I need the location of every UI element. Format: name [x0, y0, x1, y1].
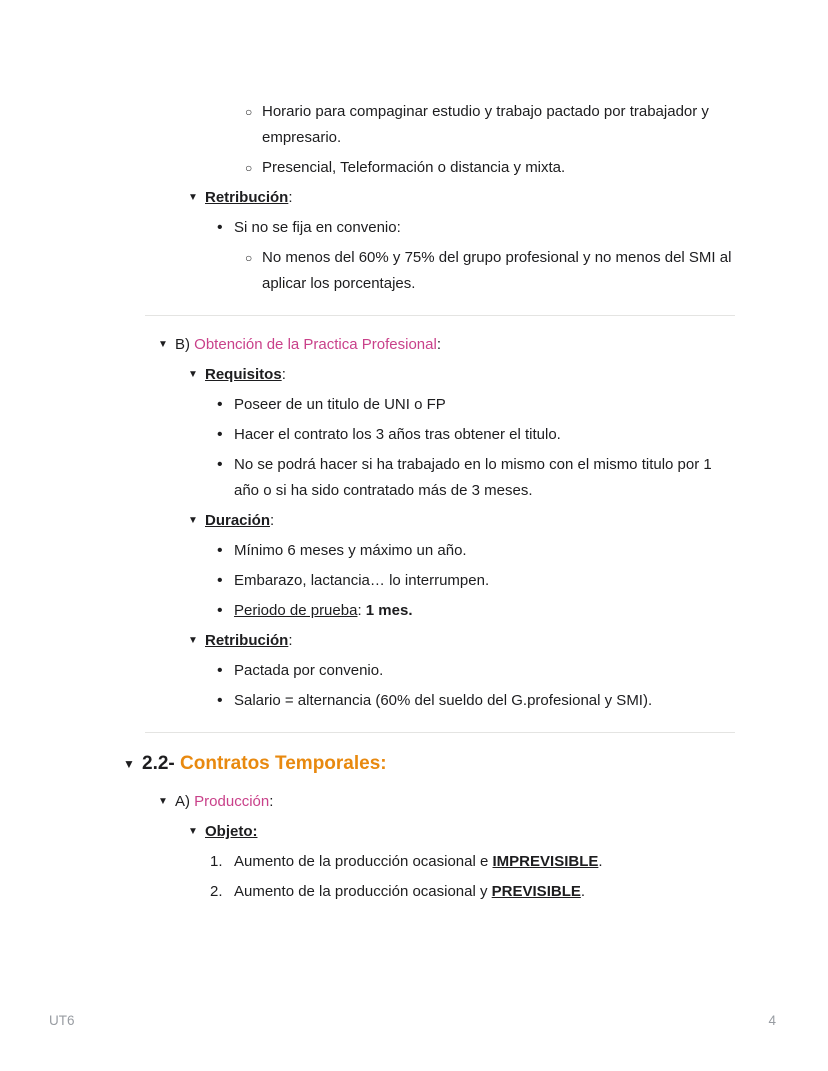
disc-bullet-icon: •: [217, 602, 223, 619]
list-item-text: Si no se fija en convenio:: [234, 219, 401, 236]
disc-bullet-icon: •: [217, 219, 223, 236]
item-text-post: .: [598, 853, 603, 870]
page-footer: [0, 1013, 828, 1031]
item-text-pre: Aumento de la producción ocasional y: [234, 883, 492, 900]
heading-text: [205, 628, 735, 654]
toggle-triangle-icon[interactable]: ▼: [123, 757, 135, 771]
circle-bullet-icon: ○: [245, 161, 253, 175]
prueba-label: Periodo de prueba: [234, 602, 358, 619]
heading-colon: :: [270, 512, 275, 529]
toggle-heading-retribucion: [188, 185, 735, 211]
page-number: 4: [768, 1013, 776, 1028]
section-heading-text: [142, 749, 735, 779]
heading-text: [205, 508, 735, 534]
disc-bullet-icon: •: [217, 692, 223, 709]
list-item-text: Poseer de un titulo de UNI o FP: [234, 396, 446, 413]
item-colon: :: [436, 336, 441, 353]
list-item-text: Hacer el contrato los 3 años tras obtener el titulo.: [234, 426, 561, 443]
toggle-triangle-icon[interactable]: ▼: [158, 796, 168, 807]
numbered-list-item: [210, 849, 735, 875]
heading-text: [205, 185, 735, 211]
disc-bullet-icon: •: [217, 572, 223, 589]
toggle-item-practica: [158, 332, 735, 358]
list-item-periodo-prueba: [217, 598, 735, 624]
toggle-triangle-icon[interactable]: ▼: [188, 369, 198, 380]
list-item-text: [234, 879, 735, 905]
list-item: [245, 99, 735, 151]
list-item-text: Mínimo 6 meses y máximo un año.: [234, 542, 467, 559]
item-text-emphasis: IMPREVISIBLE: [492, 853, 599, 870]
item-text-pre: Aumento de la producción ocasional e: [234, 853, 493, 870]
list-item-text: Embarazo, lactancia… lo interrumpen.: [234, 572, 490, 589]
section-title: Contratos Temporales:: [180, 753, 387, 774]
heading-title: Objeto:: [205, 823, 258, 840]
toggle-item-text: [175, 332, 735, 358]
heading-title: Requisitos: [205, 366, 282, 383]
heading-text: [205, 819, 735, 845]
list-item-text: [234, 598, 735, 624]
prueba-separator: :: [357, 602, 366, 619]
list-item-text: Pactada por convenio.: [234, 662, 384, 679]
item-prefix: A): [175, 793, 195, 810]
number-label: 2.: [210, 883, 223, 900]
list-item-text: No menos del 60% y 75% del grupo profesional y no menos del SMI al aplicar los porcentajes.: [262, 249, 732, 292]
list-item: [217, 452, 735, 504]
divider: [145, 315, 735, 316]
list-item: [217, 392, 735, 418]
item-text-post: .: [580, 883, 586, 900]
list-item-text: Horario para compaginar estudio y trabajo pactado por trabajador y empresario.: [262, 103, 709, 146]
disc-bullet-icon: •: [217, 542, 223, 559]
toggle-triangle-icon[interactable]: ▼: [188, 635, 198, 646]
number-label: 1.: [210, 853, 223, 870]
heading-colon: :: [288, 632, 293, 649]
toggle-heading-retribucion-2: [188, 628, 735, 654]
item-colon: :: [269, 793, 274, 810]
toggle-item-text: [175, 789, 735, 815]
toggle-triangle-icon[interactable]: ▼: [188, 515, 198, 526]
toggle-heading-requisitos: [188, 362, 735, 388]
heading-title: Retribución: [205, 632, 289, 649]
disc-bullet-icon: •: [217, 426, 223, 443]
list-item-text: Presencial, Teleformación o distancia y mixta.: [262, 159, 566, 176]
list-item-text: [234, 849, 735, 875]
list-item-text: Salario = alternancia (60% del sueldo del G.profesional y SMI).: [234, 692, 653, 709]
divider: [145, 732, 735, 733]
numbered-list-item: [210, 879, 735, 905]
heading-text: [205, 362, 735, 388]
list-item: [217, 568, 735, 594]
toggle-triangle-icon[interactable]: ▼: [188, 826, 198, 837]
list-item: [217, 538, 735, 564]
section-number: 2.2-: [142, 753, 181, 774]
toggle-heading-duracion: [188, 508, 735, 534]
toggle-triangle-icon[interactable]: ▼: [158, 339, 168, 350]
list-item: [217, 422, 735, 448]
list-item: [217, 215, 735, 241]
disc-bullet-icon: •: [217, 396, 223, 413]
toggle-triangle-icon[interactable]: ▼: [188, 192, 198, 203]
circle-bullet-icon: ○: [245, 105, 253, 119]
item-text-emphasis: PREVISIBLE: [491, 883, 581, 900]
prueba-value: 1 mes.: [365, 602, 413, 619]
list-item: [245, 245, 735, 297]
disc-bullet-icon: •: [217, 662, 223, 679]
heading-colon: :: [281, 366, 286, 383]
disc-bullet-icon: •: [217, 456, 223, 473]
heading-title: Retribución: [205, 189, 289, 206]
practica-link[interactable]: Obtención de la Practica Profesional: [194, 336, 437, 353]
toggle-item-produccion: [158, 789, 735, 815]
section-heading-temporales: [123, 749, 735, 779]
heading-colon: :: [288, 189, 293, 206]
footer-document-label: UT6: [49, 1013, 75, 1028]
list-item: [217, 688, 735, 714]
circle-bullet-icon: ○: [245, 251, 253, 265]
list-item: [245, 155, 735, 181]
heading-title: Duración: [205, 512, 271, 529]
list-item: [217, 658, 735, 684]
produccion-link[interactable]: Producción: [194, 793, 270, 810]
list-item-text: No se podrá hacer si ha trabajado en lo mismo con el mismo titulo por 1 año o si ha sido contratado más de 3 meses.: [234, 456, 712, 499]
item-prefix: B): [175, 336, 195, 353]
toggle-heading-objeto: [188, 819, 735, 845]
